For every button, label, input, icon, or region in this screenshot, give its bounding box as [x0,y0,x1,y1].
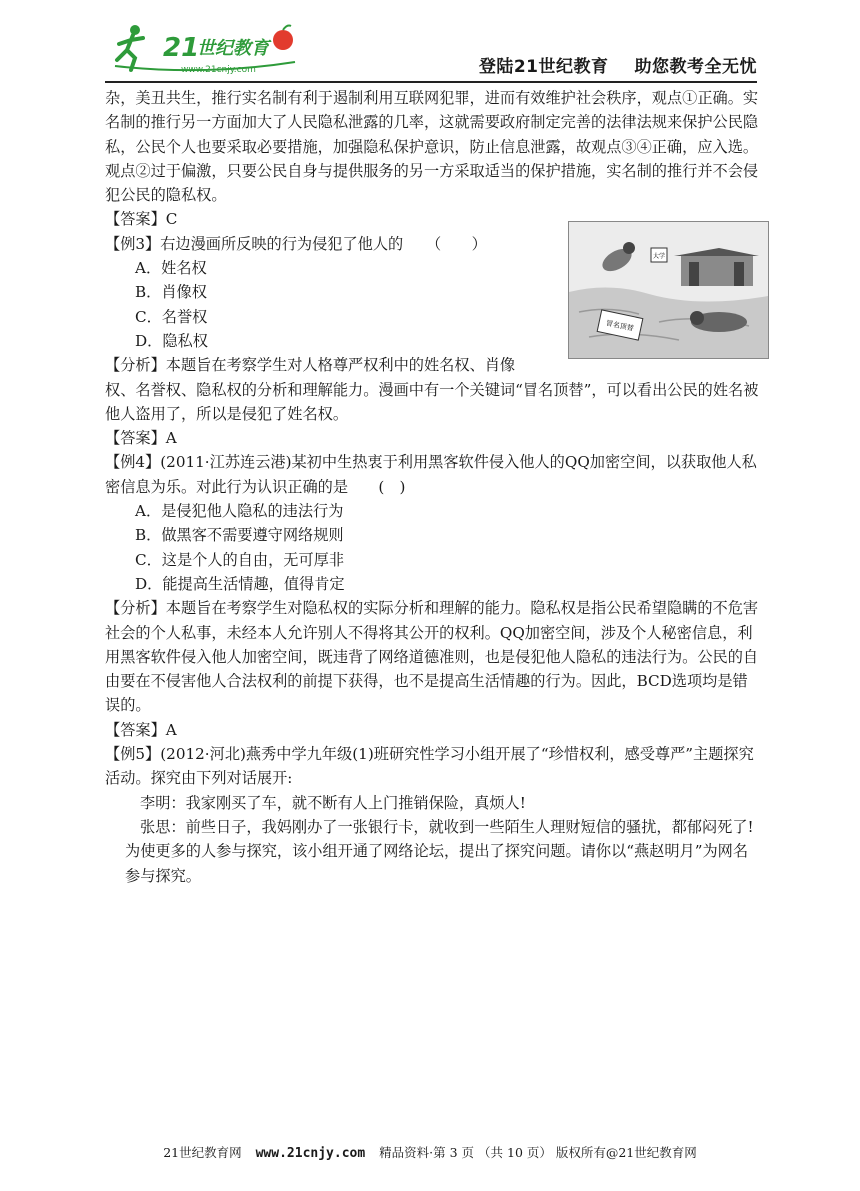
page-footer [0,1143,860,1161]
header-rule [105,81,757,83]
answer-ex4: 【答案】A [105,720,177,739]
page-header [105,18,757,80]
apple-icon [273,26,293,51]
analysis-ex4: 【分析】本题旨在考察学生对隐私权的实际分析和理解的能力。隐私权是指公民希望隐瞒的不危害社会的个人私事，未经本人允许别人不得将其公开的权利。QQ加密空间，涉及个人秘密信息，利用黑客软件侵入他人加密空间，既违背了网络道德准则，也是侵犯他人隐私的违法行为。公民的自由要在不侵害他人合法权利的前提下获得，也不是提高生活情趣的行为。因此，BCD选项均是错误的。 [105,599,759,715]
svg-text:www.21cnjy.com: www.21cnjy.com [181,65,256,75]
footer-left: 21世纪教育网 [163,1145,242,1160]
option-b: B．肖像权 [135,283,207,302]
analysis-ex3-line1: 【分析】本题旨在考察学生对人格尊严权利中的姓名权、肖像 [105,356,516,375]
cartoon-sign-text: 大学 [652,253,666,260]
cartoon-paper-text: 冒名顶替 [605,319,635,333]
option-c: C．这是个人的自由，无可厚非 [135,550,345,569]
answer-ex3: 【答案】A [105,429,177,448]
option-d: D．隐私权 [135,331,208,350]
option-a: A．姓名权 [135,259,207,278]
example-3-question: 【例3】右边漫画所反映的行为侵犯了他人的 （ ） [105,234,487,253]
footer-site-link[interactable]: www.21cnjy.com [255,1146,366,1161]
dialogue-liming: 李明：我家刚买了车，就不断有人上门推销保险，真烦人! [140,793,526,812]
main-content [105,86,760,888]
slogan-left: 登陆21世纪教育 [478,57,609,77]
footer-right: 精品资料·第 3 页 （共 10 页） 版权所有@21世纪教育网 [379,1145,697,1160]
option-d: D．能提高生活情趣，值得肯定 [135,574,345,593]
svg-text:世纪教育: 世纪教育 [197,38,269,59]
answer-ex2: 【答案】C [105,210,178,229]
header-slogan [479,52,757,77]
paragraph-analysis-cont: 杂，美丑共生，推行实名制有利于遏制利用互联网犯罪，进而有效维护社会秩序，观点①正确。实名制的推行另一方面加大了人民隐私泄露的几率，这就需要政府制定完善的法律法规来保护公民隐私，公民个人也要采取必要措施，加强隐私保护意识，防止信息泄露，故观点③④正确，应入选。观点②过于偏激，只要公民自身与提供服务的另一方采取适当的保护措施，实名制的推行并不会侵犯公民的隐私权。 [105,89,759,205]
option-c: C．名誉权 [135,307,208,326]
site-logo [105,18,305,80]
dialogue-zhangsi: 张思：前些日子，我妈刚办了一张银行卡，就收到一些陌生人理财短信的骚扰，都郁闷死了! [140,817,754,836]
svg-text:21: 21 [163,33,200,63]
option-b: B．做黑客不需要遵守网络规则 [135,526,344,545]
analysis-ex3-rest: 权、名誉权、隐私权的分析和理解能力。漫画中有一个关键词“冒名顶替”，可以看出公民的姓名被他人盗用了，所以是侵犯了姓名权。 [105,380,759,423]
slogan-right: 助您教考全无忧 [634,57,757,77]
example-4-question: 【例4】(2011·江苏连云港)某初中生热衷于利用黑客软件侵入他人的QQ加密空间，以获取他人私密信息为乐。对此行为认识正确的是 ( ) [105,453,757,496]
option-a: A．是侵犯他人隐私的违法行为 [135,502,344,521]
example-5-question: 【例5】(2012·河北)燕秀中学九年级(1)班研究性学习小组开展了“珍惜权利，感受尊严”主题探究活动。探究由下列对话展开: [105,745,754,788]
running-figure-icon [117,25,143,70]
example-5-task: 为使更多的人参与探究，该小组开通了网络论坛，提出了探究问题。请你以“燕赵明月”为网名参与探究。 [125,842,749,885]
